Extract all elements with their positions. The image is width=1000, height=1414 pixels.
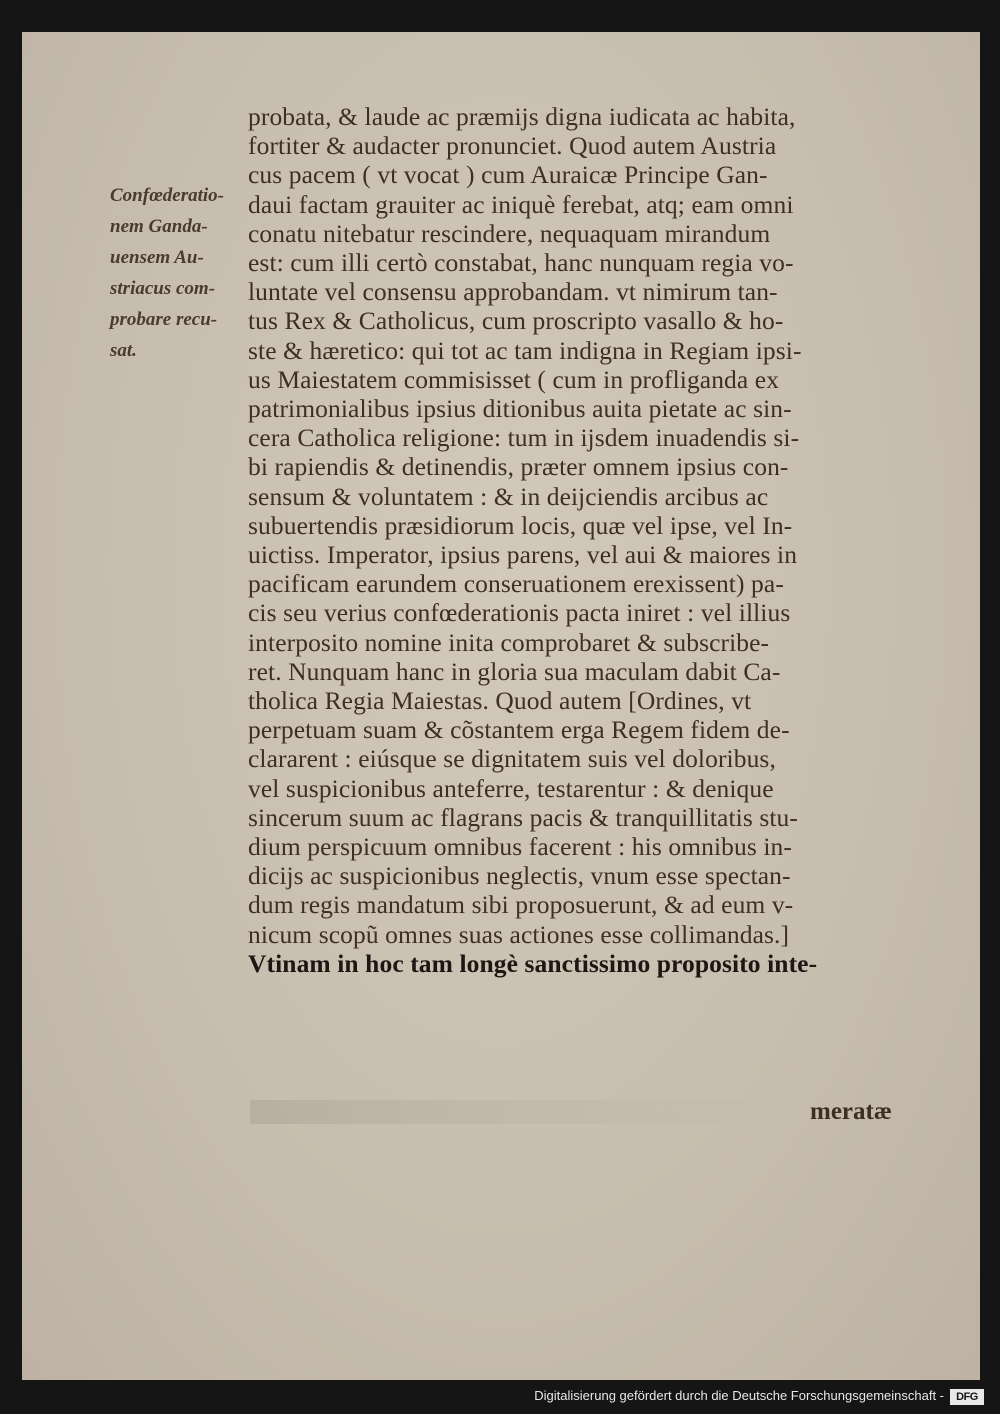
text-line: cera Catholica religione: tum in ĳsdem inuadendis si-	[248, 423, 800, 453]
text-line: pacificam earundem conseruationem erexissent) pa-	[248, 569, 784, 599]
marginal-note-line: nem Ganda-	[110, 216, 208, 237]
text-line: ste & hæretico: qui tot ac tam indigna in Regiam ipsi-	[248, 335, 802, 365]
text-line: vel suspicionibus anteferre, testarentur : & denique	[248, 773, 774, 803]
marginal-note	[110, 180, 260, 366]
text-line: dicĳs ac suspicionibus neglectis, vnum esse spectan-	[248, 861, 791, 891]
text-line: sincerum suum ac flagrans pacis & tranquillitatis stu-	[248, 802, 798, 832]
marginal-note-line: probare recu-	[110, 309, 218, 330]
marginal-note-line: striacus com-	[110, 278, 216, 299]
text-line: dum regis mandatum sibi proposuerunt, & ad eum v-	[248, 890, 794, 920]
marginal-note-line: sat.	[110, 340, 137, 361]
text-line: dium perspicuum omnibus facerent : his omnibus in-	[248, 832, 792, 862]
body-text	[248, 102, 918, 978]
text-line: patrimonialibus ipsius ditionibus auita pietate ac sin-	[248, 394, 792, 424]
text-line: ret. Nunquam hanc in gloria sua maculam dabit Ca-	[248, 656, 781, 686]
marginal-note-line: Confœderatio-	[110, 185, 224, 206]
text-line: Vtinam in hoc tam longè sanctissimo proposito inte-	[248, 948, 818, 978]
text-line: perpetuam suam & cõstantem erga Regem fidem de-	[248, 715, 790, 745]
ink-bleed-through	[250, 1100, 790, 1124]
footer-credit: Digitalisierung gefördert durch die Deutsche Forschungsgemeinschaft -	[534, 1388, 944, 1403]
text-line: luntate vel consensu approbandam. vt nimirum tan-	[248, 277, 778, 307]
text-line: us Maiestatem commisisset ( cum in profliganda ex	[248, 364, 780, 394]
text-line: tholica Regia Maiestas. Quod autem [Ordines, vt	[248, 686, 752, 716]
catchword: meratæ	[810, 1098, 892, 1125]
text-line: conatu nitebatur rescindere, nequaquam mirandum	[248, 218, 771, 248]
marginal-note-line: uensem Au-	[110, 247, 204, 268]
text-line: interposito nomine inita comprobaret & subscribe-	[248, 627, 770, 657]
text-line: sensum & voluntatem : & in deĳciendis arcibus ac	[248, 481, 769, 511]
text-line: daui factam grauiter ac iniquè ferebat, atq; eam omni	[248, 189, 794, 219]
text-line: probata, & laude ac præmĳs digna iudicata ac habita,	[248, 102, 796, 131]
dfg-logo: DFG	[950, 1389, 984, 1405]
text-line: nicum scopũ omnes suas actiones esse collimandas.]	[248, 919, 790, 949]
text-line: est: cum illi certò constabat, hanc nunquam regia vo-	[248, 248, 794, 278]
text-line: subuertendis præsidiorum locis, quæ vel ipse, vel In-	[248, 510, 793, 540]
text-line: fortiter & audacter pronunciet. Quod autem Austria	[248, 131, 777, 161]
text-line: cis seu verius confœderationis pacta iniret : vel illius	[248, 598, 791, 628]
text-line: tus Rex & Catholicus, cum proscripto vasallo & ho-	[248, 306, 784, 336]
text-line: bi rapiendis & detinendis, præter omnem ipsius con-	[248, 452, 789, 482]
text-line: cus pacem ( vt vocat ) cum Auraicæ Principe Gan-	[248, 160, 768, 190]
text-line: clararent : eiúsque se dignitatem suis vel doloribus,	[248, 744, 776, 774]
text-line: uictiss. Imperator, ipsius parens, vel aui & maiores in	[248, 540, 798, 570]
